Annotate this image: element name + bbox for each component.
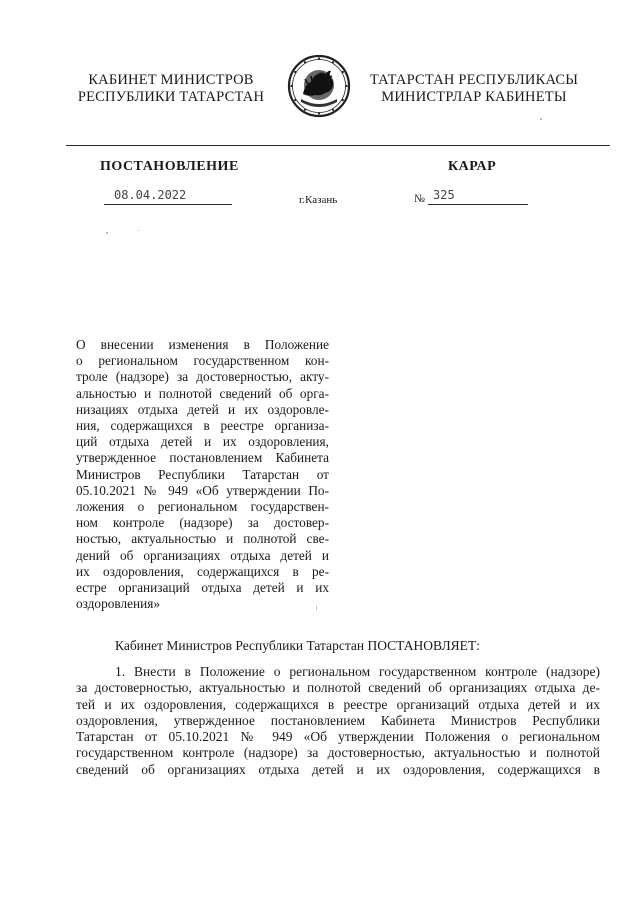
body-line: государственном контроле (надзоре) за достоверностью, актуальностью и полнотой <box>76 745 600 761</box>
number-label: № <box>414 193 425 205</box>
subject-line: их оздоровления, содержащихся в ре- <box>76 563 329 579</box>
subject-line: дений об организациях отдыха детей и <box>76 547 329 563</box>
subject-line: альностью и полнотой сведений об орга- <box>76 385 329 401</box>
document-number: 325 <box>433 188 455 202</box>
subject-line: Министров Республики Татарстан от <box>76 466 329 482</box>
scan-speck <box>540 118 542 120</box>
document-type-russian: ПОСТАНОВЛЕНИЕ <box>100 159 239 174</box>
subject-line: ностью, актуальностью и полнотой све- <box>76 531 329 547</box>
body-line: за достоверностью, актуальностью и полнотой сведений об организациях отдыха де- <box>76 680 600 696</box>
body-line: тей и их оздоровления, содержащихся в реестре организаций отдыха детей и их <box>76 696 600 712</box>
issuer-line: МИНИСТРЛАР КАБИНЕТЫ <box>381 89 567 105</box>
issuer-name-tatar <box>358 72 590 106</box>
subject-line: утвержденное постановлением Кабинета <box>76 450 329 466</box>
body-line: оздоровления, утвержденное постановлением Кабинета Министров Республики <box>76 712 600 728</box>
body-line: 1. Внести в Положение о региональном государственном контроле (надзоре) <box>115 664 600 679</box>
document-city: г.Казань <box>299 194 338 206</box>
subject-line: 05.10.2021 № 949 «Об утверждении По- <box>76 482 329 498</box>
subject-line: ния, содержащихся в реестре организа- <box>76 418 329 434</box>
header-divider <box>66 145 610 146</box>
issuer-line: РЕСПУБЛИКИ ТАТАРСТАН <box>77 89 265 105</box>
subject-line: ций отдыха детей и их оздоровления, <box>76 434 329 450</box>
subject-line: троле (надзоре) за достоверностью, акту- <box>76 369 329 385</box>
issuer-line: КАБИНЕТ МИНИСТРОВ <box>88 72 254 88</box>
subject-line: О внесении изменения в Положение <box>76 337 329 352</box>
document-subject <box>76 337 329 612</box>
subject-line: естре организаций отдыха детей и их <box>76 580 329 596</box>
scan-speck <box>138 230 139 231</box>
document-type-tatar: КАРАР <box>448 159 497 174</box>
body-line: Татарстан от 05.10.2021 № 949 «Об утверждении Положения о региональном <box>76 729 600 745</box>
preamble: Кабинет Министров Республики Татарстан ПОСТАНОВЛЯЕТ: <box>115 638 480 653</box>
scan-speck <box>106 232 108 234</box>
tatarstan-coat-of-arms-icon <box>287 54 351 118</box>
body-paragraph <box>76 664 600 778</box>
subject-line: ложения о региональном государствен- <box>76 499 329 515</box>
subject-line: о региональном государственном кон- <box>76 353 329 369</box>
document-date: 08.04.2022 <box>114 188 187 202</box>
subject-line: оздоровления» <box>76 596 161 612</box>
subject-line: ном контроле (надзоре) за достовер- <box>76 515 329 531</box>
issuer-name-russian <box>60 72 282 106</box>
subject-line: низациях отдыха детей и их оздоровле- <box>76 401 329 417</box>
issuer-line: ТАТАРСТАН РЕСПУБЛИКАСЫ <box>369 72 579 88</box>
body-line: сведений об организациях отдыха детей и их оздоровления, содержащихся в <box>76 761 600 777</box>
